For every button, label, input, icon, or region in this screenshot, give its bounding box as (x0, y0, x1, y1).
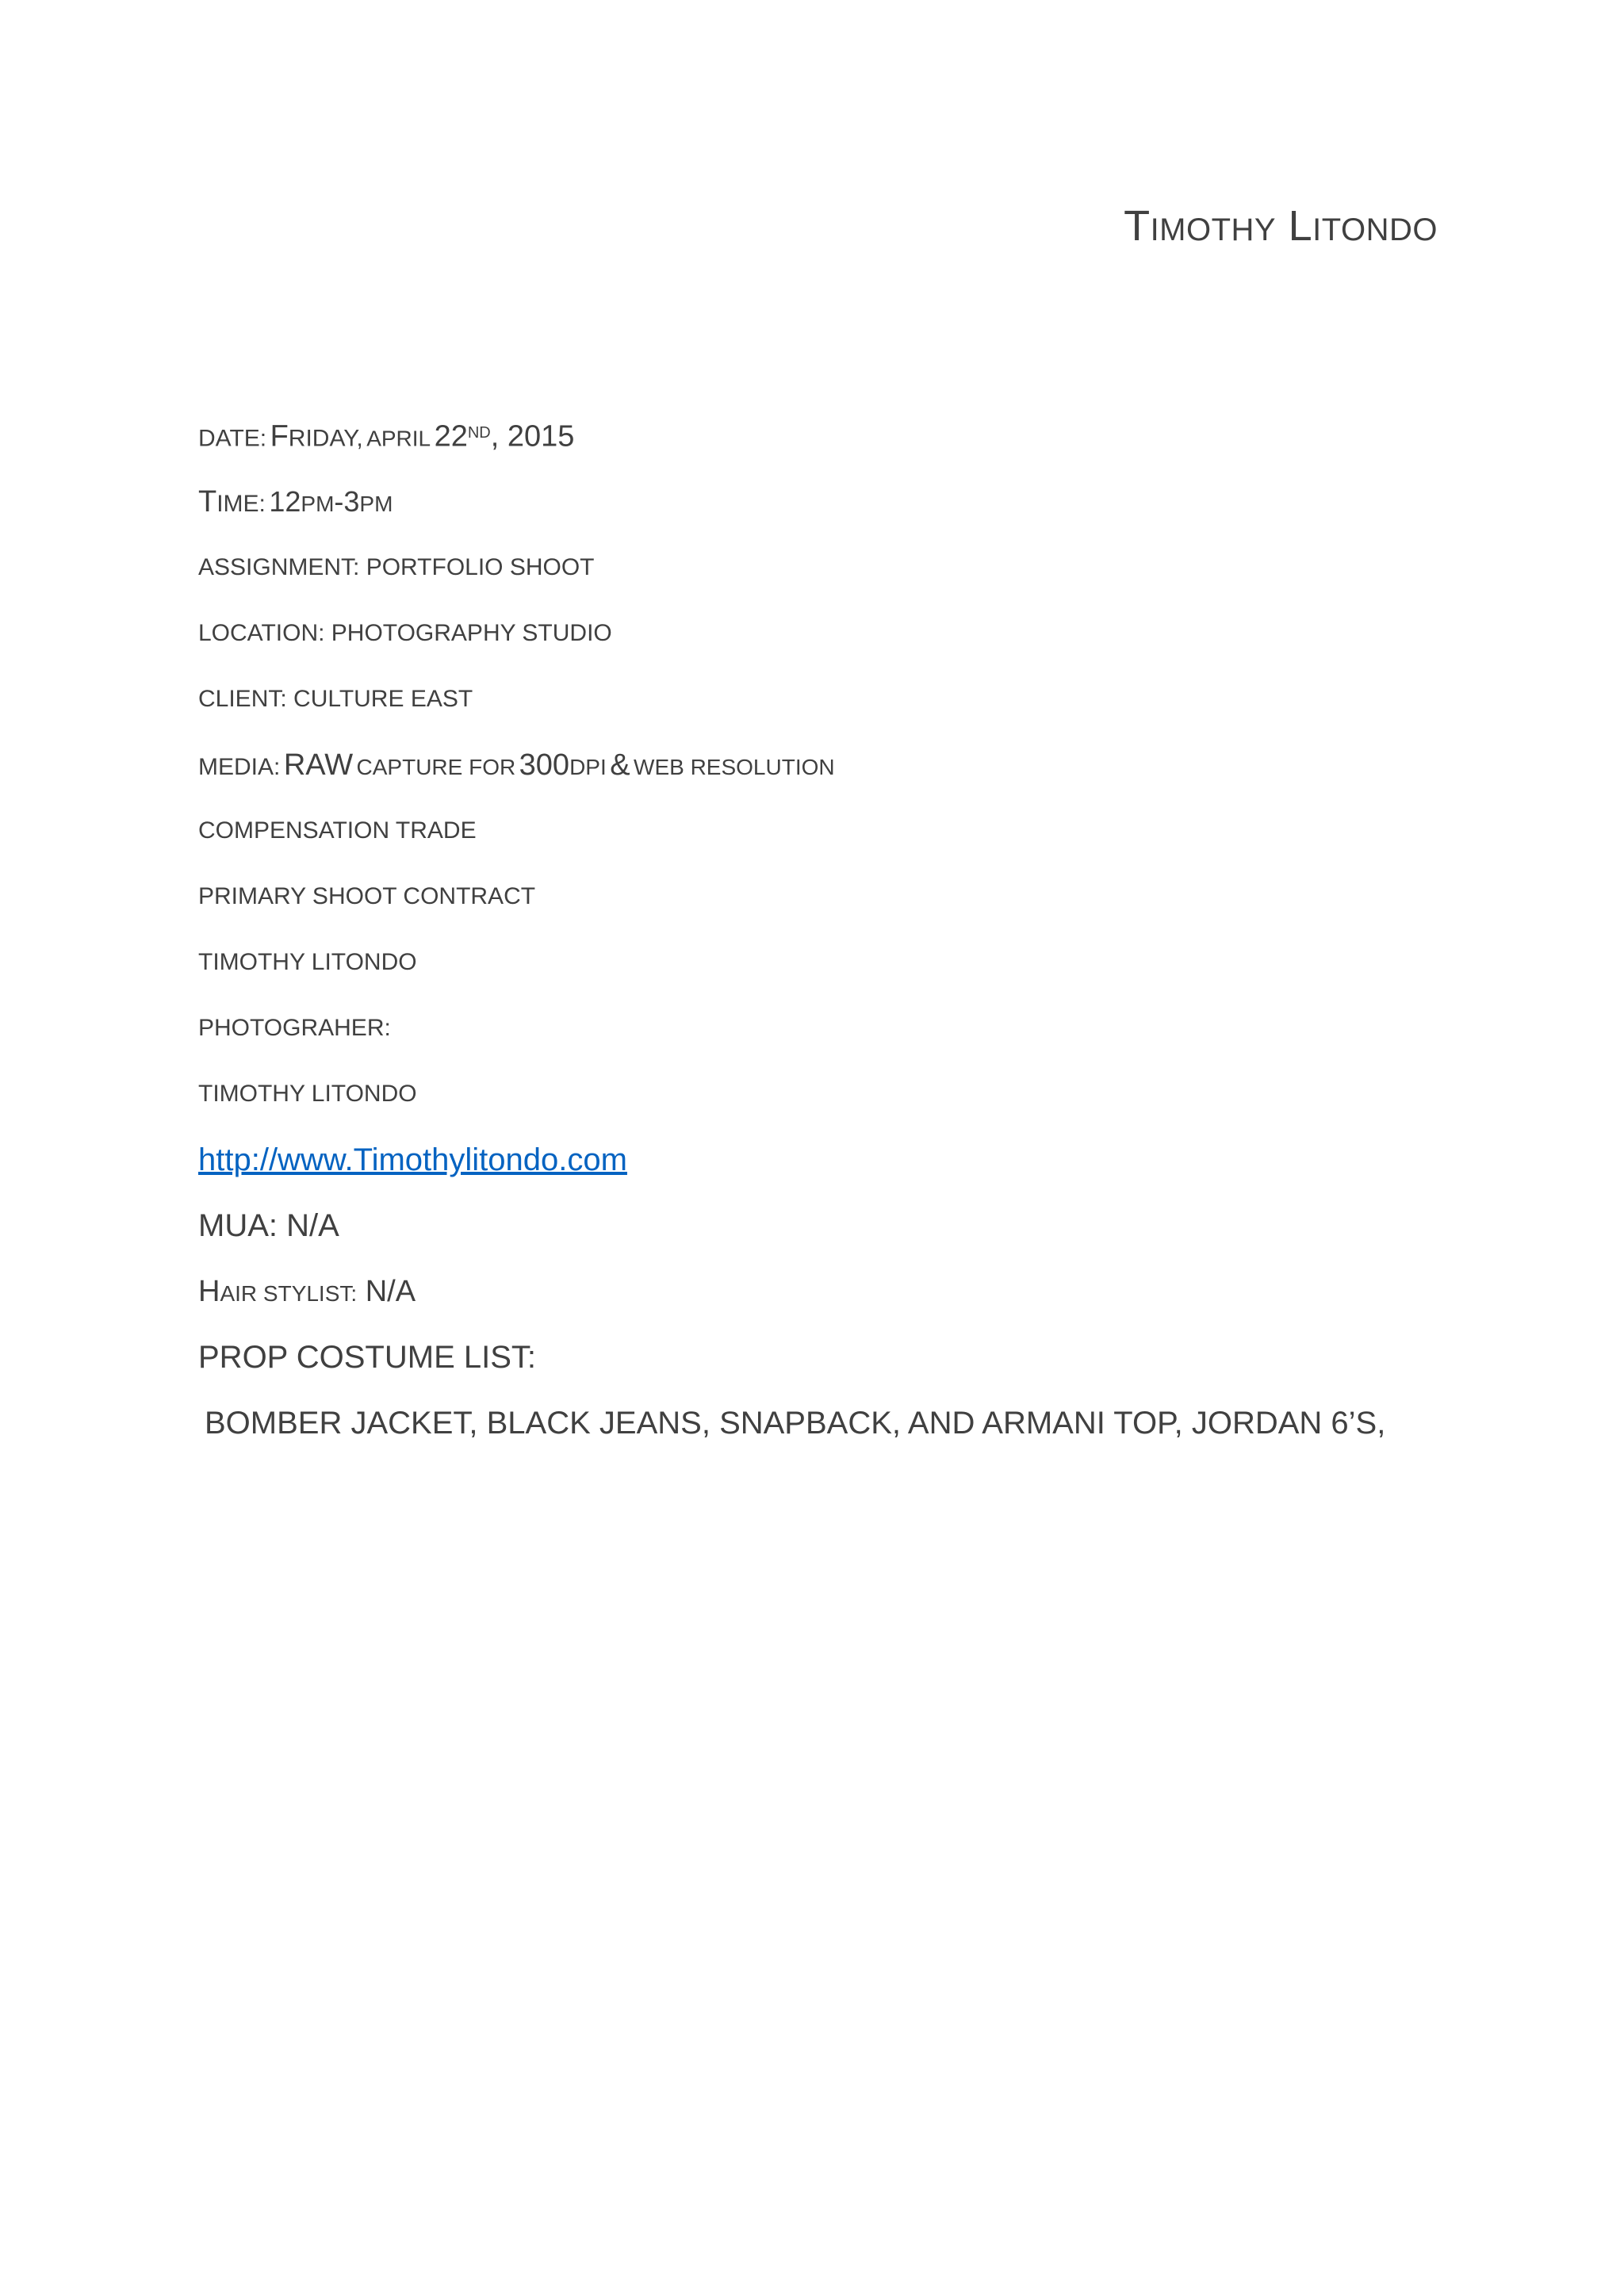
name-last-initial: L (1288, 202, 1313, 250)
date-day-rest: RIDAY, (288, 425, 363, 452)
time-start: 12 (269, 485, 301, 518)
document-header-name (1124, 201, 1438, 251)
time-end-suffix: PM (359, 492, 393, 516)
contract-line: PRIMARY SHOOT CONTRACT (198, 883, 536, 909)
hair-value: N/A (357, 1275, 416, 1308)
location-line: LOCATION: PHOTOGRAPHY STUDIO (198, 620, 612, 646)
hair-label-rest: AIR STYLIST: (220, 1281, 358, 1306)
client-line: CLIENT: CULTURE EAST (198, 686, 473, 712)
hair-stylist-line (198, 1268, 1435, 1334)
date-year: , 2015 (490, 419, 575, 453)
date-line (198, 412, 1435, 478)
photographer-name-line: TIMOTHY LITONDO (198, 1081, 417, 1107)
shoot-details (198, 412, 1435, 1465)
name-last-rest: ITONDO (1312, 212, 1438, 247)
media-web: WEB RESOLUTION (634, 755, 835, 779)
date-day-initial: F (270, 419, 289, 453)
media-ampersand: & (610, 748, 630, 782)
date-suffix: ND (467, 424, 491, 442)
prop-costume-items: BOMBER JACKET, BLACK JEANS, SNAPBACK, AND ARMANI TOP, JORDAN 6’S, (205, 1406, 1386, 1441)
date-label: DATE: (198, 425, 267, 452)
photographer-label-line: PHOTOGRAHER: (198, 1015, 391, 1041)
contract-name-line: TIMOTHY LITONDO (198, 949, 417, 975)
time-start-suffix: PM (301, 492, 335, 516)
media-dpi-number: 300 (519, 748, 570, 782)
media-capture: CAPTURE FOR (356, 755, 516, 779)
name-first-rest: IMOTHY (1150, 212, 1277, 247)
compensation-line: COMPENSATION TRADE (198, 817, 477, 844)
time-label-initial: T (198, 485, 217, 519)
assignment-line: ASSIGNMENT: PORTFOLIO SHOOT (198, 554, 595, 580)
name-first-initial: T (1124, 202, 1151, 250)
time-line (198, 478, 1435, 544)
media-raw: RAW (283, 748, 354, 782)
prop-costume-label: PROP COSTUME LIST: (198, 1340, 537, 1375)
time-separator: -3 (334, 485, 360, 518)
date-daynum: 22 (434, 419, 468, 453)
hair-label-initial: H (198, 1275, 220, 1308)
media-dpi: DPI (569, 755, 607, 779)
mua-line: MUA: N/A (198, 1208, 339, 1243)
date-month: APRIL (366, 426, 431, 451)
time-label-rest: IME: (216, 491, 266, 517)
website-link[interactable]: http://www.Timothylitondo.com (198, 1142, 627, 1177)
media-line (198, 741, 1435, 807)
media-label: MEDIA: (198, 754, 281, 780)
